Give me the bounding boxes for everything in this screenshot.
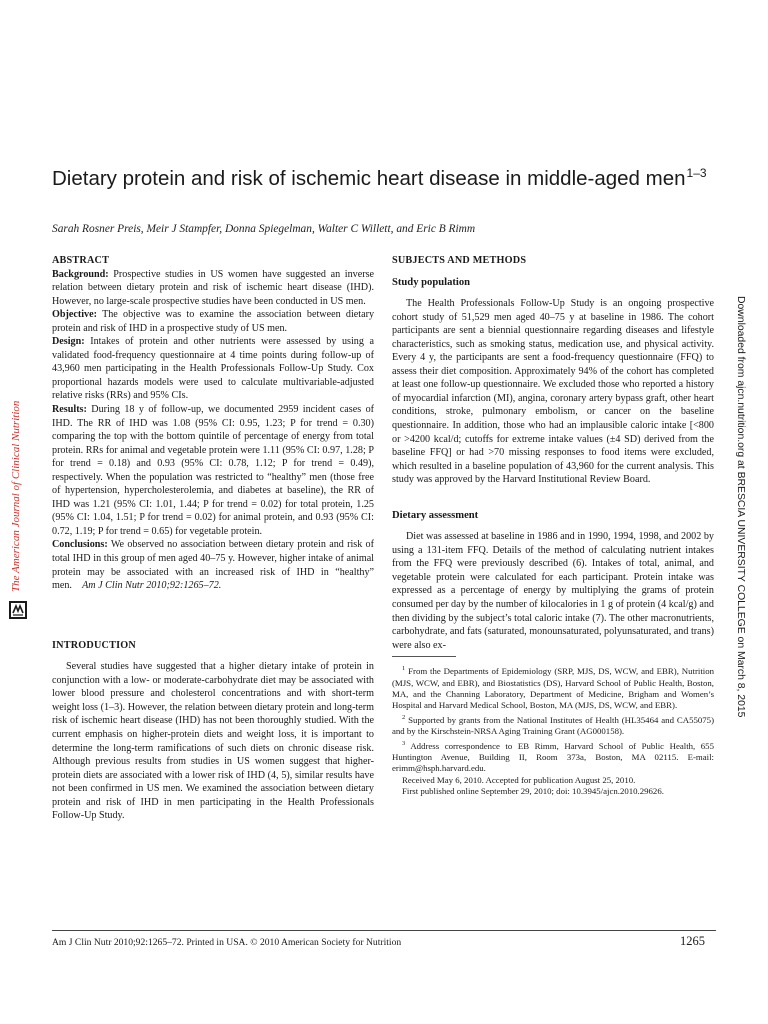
right-column xyxy=(392,254,714,797)
abstract-results: Results: During 18 y of follow-up, we documented 2959 incident cases of IHD. The RR of IHD was 1.08 (95% CI: 0.95, 1.23; P for trend = 0.30) comparing the top with the bottom quintile of percentage of energy from total protein. RRs for animal and vegetable protein were 1.11 (95% CI: 0.97, 1.28; P for trend = 0.18) and 0.93 (95% CI: 0.78, 1.12; P for trend = 0.49), respectively. When the population was restricted to “healthy” men (those free of hypertension, hypercholesterolemia, and diabetes at baseline), the RR of IHD was 1.21 (95% CI: 1.01, 1.44; P for trend = 0.02) for total protein, 1.25 (95% CI: 1.04, 1.51; P for trend = 0.02) for animal protein, and 0.93 (95% CI: 0.72, 1.19; P for trend = 0.65) for vegetable protein. xyxy=(52,404,375,537)
footer-citation: Am J Clin Nutr 2010;92:1265–72. Printed in USA. © 2010 American Society for Nutrition xyxy=(52,937,402,948)
study-population-paragraph: The Health Professionals Follow-Up Study is an ongoing prospective cohort study of 51,529 men aged 40–75 y at baseline in 1986. The cohort participants are sent a biennial questionnaire regarding diseases and lifestyle characteristics, such as smoking status, medication use, and physical activity. Every 4 y, the participants are sent a food-frequency questionnaire (FFQ) to assess their diet composition. Approximately 94% of the cohort has completed at least one follow-up questionnaire. We excluded those who reported a history of myocardial infarction (MI), angina, coronary artery bypass graft, other heart conditions, stroke, pulmonary embolism, or cancer on the baseline questionnaire. In addition, those who had an implausible caloric intake [<800 or >4200 kcal/d; cutoffs for extreme intake values (±4 SD) derived from the baseline FFQ] or had >70 missing responses to food items were excluded, which resulted in a baseline population of 43,960 for the current analysis. This study was approved by the Harvard Institutional Review Board. xyxy=(392,298,714,486)
abstract-heading: ABSTRACT xyxy=(52,255,110,266)
author-list: Sarah Rosner Preis, Meir J Stampfer, Donna Spiegelman, Walter C Willett, and Eric B Rimm xyxy=(52,223,476,235)
abstract-citation: Am J Clin Nutr 2010;92:1265–72. xyxy=(82,580,222,592)
abstract-background: Background: Prospective studies in US women have suggested an inverse relation between dietary protein and risk of ischemic heart disease (IHD). However, no large-scale prospective studies have been conducted in US men. xyxy=(52,268,375,307)
download-notice-sidebar: Downloaded from ajcn.nutrition.org at BRESCIA UNIVERSITY COLLEGE on March 8, 2015 xyxy=(735,296,746,718)
received-date: Received May 6, 2010. Accepted for publication August 25, 2010. xyxy=(402,774,636,785)
footnote-2: $^2$ Supported by grants from the National Institutes of Health (HL35464 and CA55075) and by the Kirschstein-NRSA Aging Training Grant (AG000158). xyxy=(392,713,714,737)
introduction-paragraph: Several studies have suggested that a higher dietary intake of protein in conjunction with a low- or moderate-carbohydrate diet may be associated with lower blood pressure and cholesterol concentrations and with short-term weight loss (1–3). However, the relation between dietary protein and long-term risk of ischemic heart disease (IHD) has not been thoroughly studied. With the current emphasis on higher-protein diets and weight loss, it is important to determine the long-term ramifications of such diets on chronic disease risk. Although previous results from studies in US women suggest that higher-protein diets are associated with a lower risk of IHD (4, 5), similar results have not been confirmed in US men. We examined the association between dietary protein and risk of IHD in men participating in the Health Professionals Follow-Up Study. xyxy=(52,661,374,822)
dietary-assessment-paragraph: Diet was assessed at baseline in 1986 and in 1990, 1994, 1998, and 2002 by using a 131-item FFQ. Details of the method of calculating nutrient intakes from the FFQ were previously described (6). Intakes of total, animal, and vegetable protein were calculated for each participant. Protein intake was expressed as a percentage of energy by multiplying the grams of protein consumed per day by the number of kilocalories in 1 g of protein (4 kcal/g) and then dividing by the subject’s total caloric intake (7). The other macronutrients, carbohydrate, and fats (saturated, monounsaturated, polyunsaturated, and trans) were also ex- xyxy=(392,531,714,651)
introduction-heading: INTRODUCTION xyxy=(52,639,136,651)
methods-heading: SUBJECTS AND METHODS xyxy=(392,255,527,266)
dietary-assessment-heading: Dietary assessment xyxy=(392,509,479,521)
footnote-3: $^3$ Address correspondence to EB Rimm, Harvard School of Public Health, 655 Huntington Avenue, Building II, Room 373a, Boston, MA 02115. E-mail: erimm@hsph.harvard.edu. xyxy=(392,739,714,774)
footnote-divider xyxy=(392,656,456,657)
footer-divider xyxy=(52,930,716,931)
title-footnote-marker: 1–3 xyxy=(686,166,707,180)
journal-logo-icon xyxy=(8,600,28,620)
study-population-heading: Study population xyxy=(392,276,471,288)
abstract-conclusions: Conclusions: We observed no association between dietary protein and risk of total IHD in this group of men aged 40–75 y. However, higher intake of animal protein may be associated with an increased risk of IHD in “healthy” men. Am J Clin Nutr 2010;92:1265–72. xyxy=(52,539,374,592)
abstract-objective: Objective: The objective was to examine the association between dietary protein and risk of IHD in a prospective study of US men. xyxy=(52,309,375,334)
journal-name-sidebar: The American Journal of Clinical Nutrition xyxy=(10,400,22,592)
footnote-1: $^1$ From the Departments of Epidemiology (SRP, MJS, DS, WCW, and EBR), Nutrition (MJS, WCW, and EBR), and Biostatistics (DS), Harvard School of Public Health, Boston, MA, and the Channing Laboratory, Department of Medicine, Brigham and Women’s Hospital and Harvard Medical School, Boston, MA (MJS, DS, WCW, and EBR). xyxy=(392,665,715,711)
article-title: Dietary protein and risk of ischemic heart disease in middle-aged men$^{1-3}$ xyxy=(52,166,707,190)
abstract-design: Design: Intakes of protein and other nutrients were assessed by using a validated food-frequency questionnaire at 4 time points during follow-up of 43,960 men participating in the Health Professionals Follow-Up Study. Cox proportional hazards models were used to calculate multivariable-adjusted relative risks (RRs) and 95% CIs. xyxy=(52,336,375,402)
left-column xyxy=(52,254,374,823)
published-date: First published online September 29, 2010; doi: 10.3945/ajcn.2010.29626. xyxy=(402,786,664,797)
page-number: 1265 xyxy=(680,934,705,948)
